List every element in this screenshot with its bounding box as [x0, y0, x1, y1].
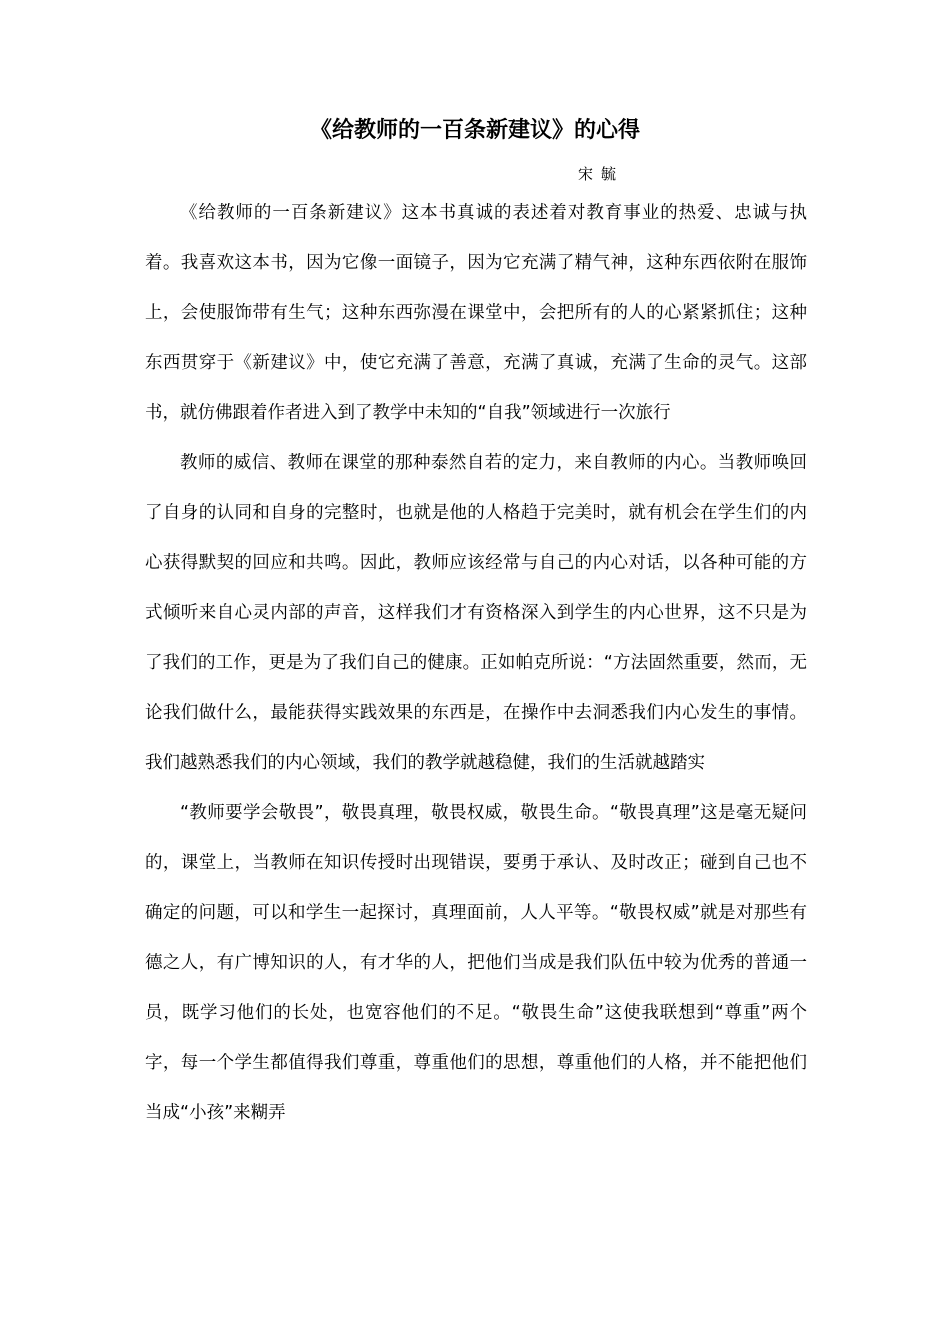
paragraph-3: “教师要学会敬畏”，敬畏真理，敬畏权威，敬畏生命。“敬畏真理”这是毫无疑问的，课堂上，当教师在知识传授时出现错误，要勇于承认、及时改正；碰到自己也不确定的问题，可以和学生一起探讨，真理面前，人人平等。“敬畏权威”就是对那些有德之人，有广博知识的人，有才华的人，把他们当成是我们队伍中较为优秀的普通一员，既学习他们的长处，也宽容他们的不足。“敬畏生命”这使我联想到“尊重”两个字，每一个学生都值得我们尊重，尊重他们的思想，尊重他们的人格，并不能把他们当成“小孩”来糊弄	[145, 803, 807, 1123]
author-name: 宋毓	[578, 165, 625, 183]
document-title: 《给教师的一百条新建议》的心得	[309, 118, 640, 143]
paragraph-2: 教师的威信、教师在课堂的那种泰然自若的定力，来自教师的内心。当教师唤回了自身的认同和自身的完整时，也就是他的人格趋于完美时，就有机会在学生们的内心获得默契的回应和共鸣。因此，教师应该经常与自己的内心对话，以各种可能的方式倾听来自心灵内部的声音，这样我们才有资格深入到学生的内心世界，这不只是为了我们的工作，更是为了我们自己的健康。正如帕克所说：“方法固然重要，然而，无论我们做什么，最能获得实践效果的东西是，在操作中去洞悉我们内心发生的事情。我们越熟悉我们的内心领域，我们的教学就越稳健，我们的生活就越踏实	[145, 453, 807, 773]
paragraph-1: 《给教师的一百条新建议》这本书真诚的表述着对教育事业的热爱、忠诚与执着。我喜欢这本书，因为它像一面镜子，因为它充满了精气神，这种东西依附在服饰上，会使服饰带有生气；这种东西弥漫在课堂中，会把所有的人的心紧紧抓住；这种东西贯穿于《新建议》中，使它充满了善意，充满了真诚，充满了生命的灵气。这部书，就仿佛跟着作者进入到了教学中未知的“自我”领域进行一次旅行	[145, 203, 807, 423]
document-body	[145, 188, 807, 1138]
